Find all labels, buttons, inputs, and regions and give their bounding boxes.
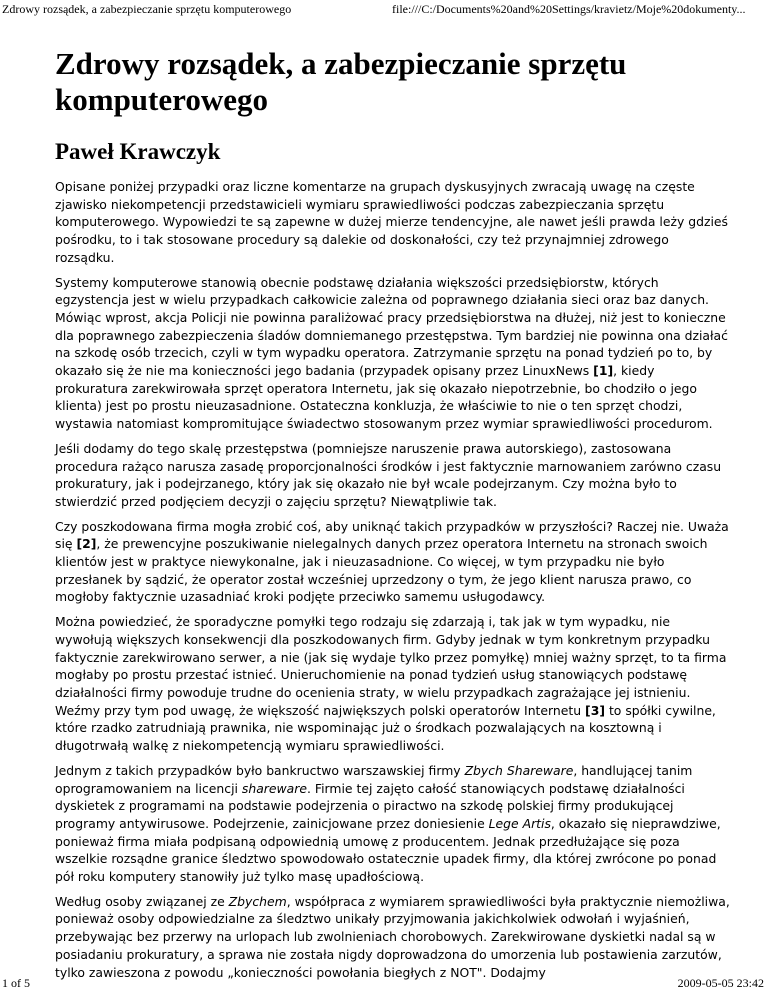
- paragraph-5: Można powiedzieć, że sporadyczne pomyłki tego rodzaju się zdarzają i, tak jak w tym wypadku, nie wywołują większych konsekwencji dla poszkodowanych firm. Gdyby jednak w tym konkretnym przypadku faktycznie zarekwirowano serwer, a nie (jak się wydaje tylko przez pomyłkę) mniej ważny sprzęt, to ta firma mogłaby po prostu przestać istnieć. Unieruchomienie na ponad tydzień usług stanowiących podstawę działalności firmy powoduje trudne do ocenienia straty, w wielu przypadkach zagrażające jej istnieniu. Weźmy przy tym pod uwagę, że większość największych polski operatorów Internetu [3] to spółki cywilne, które rzadko zatrudniają prawnika, nie wspominając już o środkach pozwalających na kosztowną i długotrwałą walkę z niekompetencją wymiaru sprawiedliwości.: [55, 614, 727, 754]
- header-file-url: file:///C:/Documents%20and%20Settings/kravietz/Moje%20dokumenty...: [392, 2, 746, 16]
- print-datetime: 2009-05-05 23:42: [677, 976, 764, 990]
- print-footer: [0, 974, 768, 994]
- paragraph-2: Systemy komputerowe stanowią obecnie podstawę działania większości przedsiębiorstw, których egzystencja jest w wielu przypadkach całkowicie zależna od poprawnego działania sieci oraz baz danych. Mówiąc wprost, akcja Policji nie powinna paraliżować pracy przedsiębiorstwa na dłużej, niż jest to konieczne dla poprawnego zabezpieczenia śladów domniemanego przestępstwa. Tym bardziej nie powinna ona działać na szkodę osób trzecich, czyli w tym wypadku operatora. Zatrzymanie sprzętu na ponad tydzień po to, by okazało się że nie ma konieczności jego badania (przypadek opisany przez LinuxNews [1], kiedy prokuratura zarekwirowała sprzęt operatora Internetu, jak się okazało niepotrzebnie, bo chodziło o jego klienta) jest po prostu nieuzasadnione. Ostateczna konkluzja, że właściwie to nie o ten sprzęt chodzi, wystawia natomiast kompromitujące świadectwo stosowanym przez wymiar sprawiedliwości procedurom.: [55, 274, 728, 432]
- reference-link-2[interactable]: [2]: [76, 536, 97, 552]
- article-title: Zdrowy rozsądek, a zabezpieczanie sprzętu komputerowego: [55, 46, 627, 117]
- emphasis-zbych: Zbychem: [228, 893, 287, 909]
- paragraph-3: Jeśli dodamy do tego skalę przestępstwa (pomniejsze naruszenie prawa autorskiego), zastosowana procedura rażąco narusza zasadę proporcjonalności środków i jest faktycznie marnowaniem zarówno czasu prokuratury, jak i podejrzanego, który jak się okazało nie był wcale podejrzanym. Czy można było to stwierdzić przed podjęciem decyzji o zajęciu sprzętu? Niewątpliwie tak.: [55, 440, 722, 509]
- page-number: 1 of 5: [2, 976, 30, 990]
- paragraph-7: Według osoby związanej ze Zbychem, współpraca z wymiarem sprawiedliwości była praktycznie niemożliwa, ponieważ osoby odpowiedzialne za śledztwo unikały przyjmowania jakichkolwiek odwołań i wyjaśnień, przebywając bez przerwy na urlopach lub zwolnieniach chorobowych. Zarekwirowane dyskietki nadal są w posiadaniu prokuratury, a sprawa nie została nigdy doprowadzona do umorzenia lub postawienia zarzutów, tylko zawieszona z powodu „konieczności powołania biegłych z NOT". Dodajmy: [55, 893, 730, 980]
- paragraph-1: Opisane poniżej przypadki oraz liczne komentarze na grupach dyskusyjnych zwracają uwagę na częste zjawisko niekompetencji przedstawicieli wymiaru sprawiedliwości podczas zabezpieczania sprzętu komputerowego. Wypowiedzi te są zapewne w dużej mierze tendencyjne, ale nawet jeśli prawda leży gdzieś pośrodku, to i tak stosowane procedury są dalekie od doskonałości, czy też przynajmniej zdrowego rozsądku.: [55, 179, 728, 265]
- emphasis-lege-artis: Lege Artis: [488, 815, 551, 831]
- reference-link-1[interactable]: [1]: [593, 363, 614, 379]
- article: [55, 46, 730, 988]
- paragraph-4: Czy poszkodowana firma mogła zrobić coś, aby uniknąć takich przypadków w przyszłości? Raczej nie. Uważa się [2], że prewencyjne poszukiwanie nielegalnych danych przez operatora Internetu na stronach swoich klientów jest w praktyce niewykonalne, jak i nieuzasadnione. Co więcej, w tym przypadku nie było przesłanek by sądzić, że operator został wcześniej uprzedzony o tym, że jego klient narusza prawo, co mogłoby faktycznie uzasadniać kroki podjęte przeciwko samemu usługodawcy.: [55, 518, 729, 605]
- print-header: [0, 0, 768, 20]
- paragraph-6: Jednym z takich przypadków było bankructwo warszawskiej firmy Zbych Shareware, handlującej tanim oprogramowaniem na licencji shareware. Firmie tej zajęto całość stanowiących podstawę działalności dyskietek z programami na podstawie podejrzenia o piractwo na szkodę polskiej firmy produkującej programy antywirusowe. Podejrzenie, zainicjowane przez doniesienie Lege Artis, okazało się nieprawdziwe, ponieważ firma miała podpisaną odpowiednią umowę z producentem. Jednak przedłużające się poza wszelkie rozsądne granice śledztwo spowodowało ostatecznie upadek firmy, dla której zwrócone po ponad pół roku komputery stanowiły już tylko masę upadłościową.: [55, 762, 721, 885]
- reference-link-3[interactable]: [3]: [585, 702, 605, 718]
- emphasis-shareware: shareware: [241, 780, 307, 796]
- header-page-title: Zdrowy rozsądek, a zabezpieczanie sprzętu komputerowego: [2, 2, 292, 16]
- article-author: Paweł Krawczyk: [55, 139, 221, 164]
- emphasis-company-name: Zbych Shareware: [464, 762, 574, 778]
